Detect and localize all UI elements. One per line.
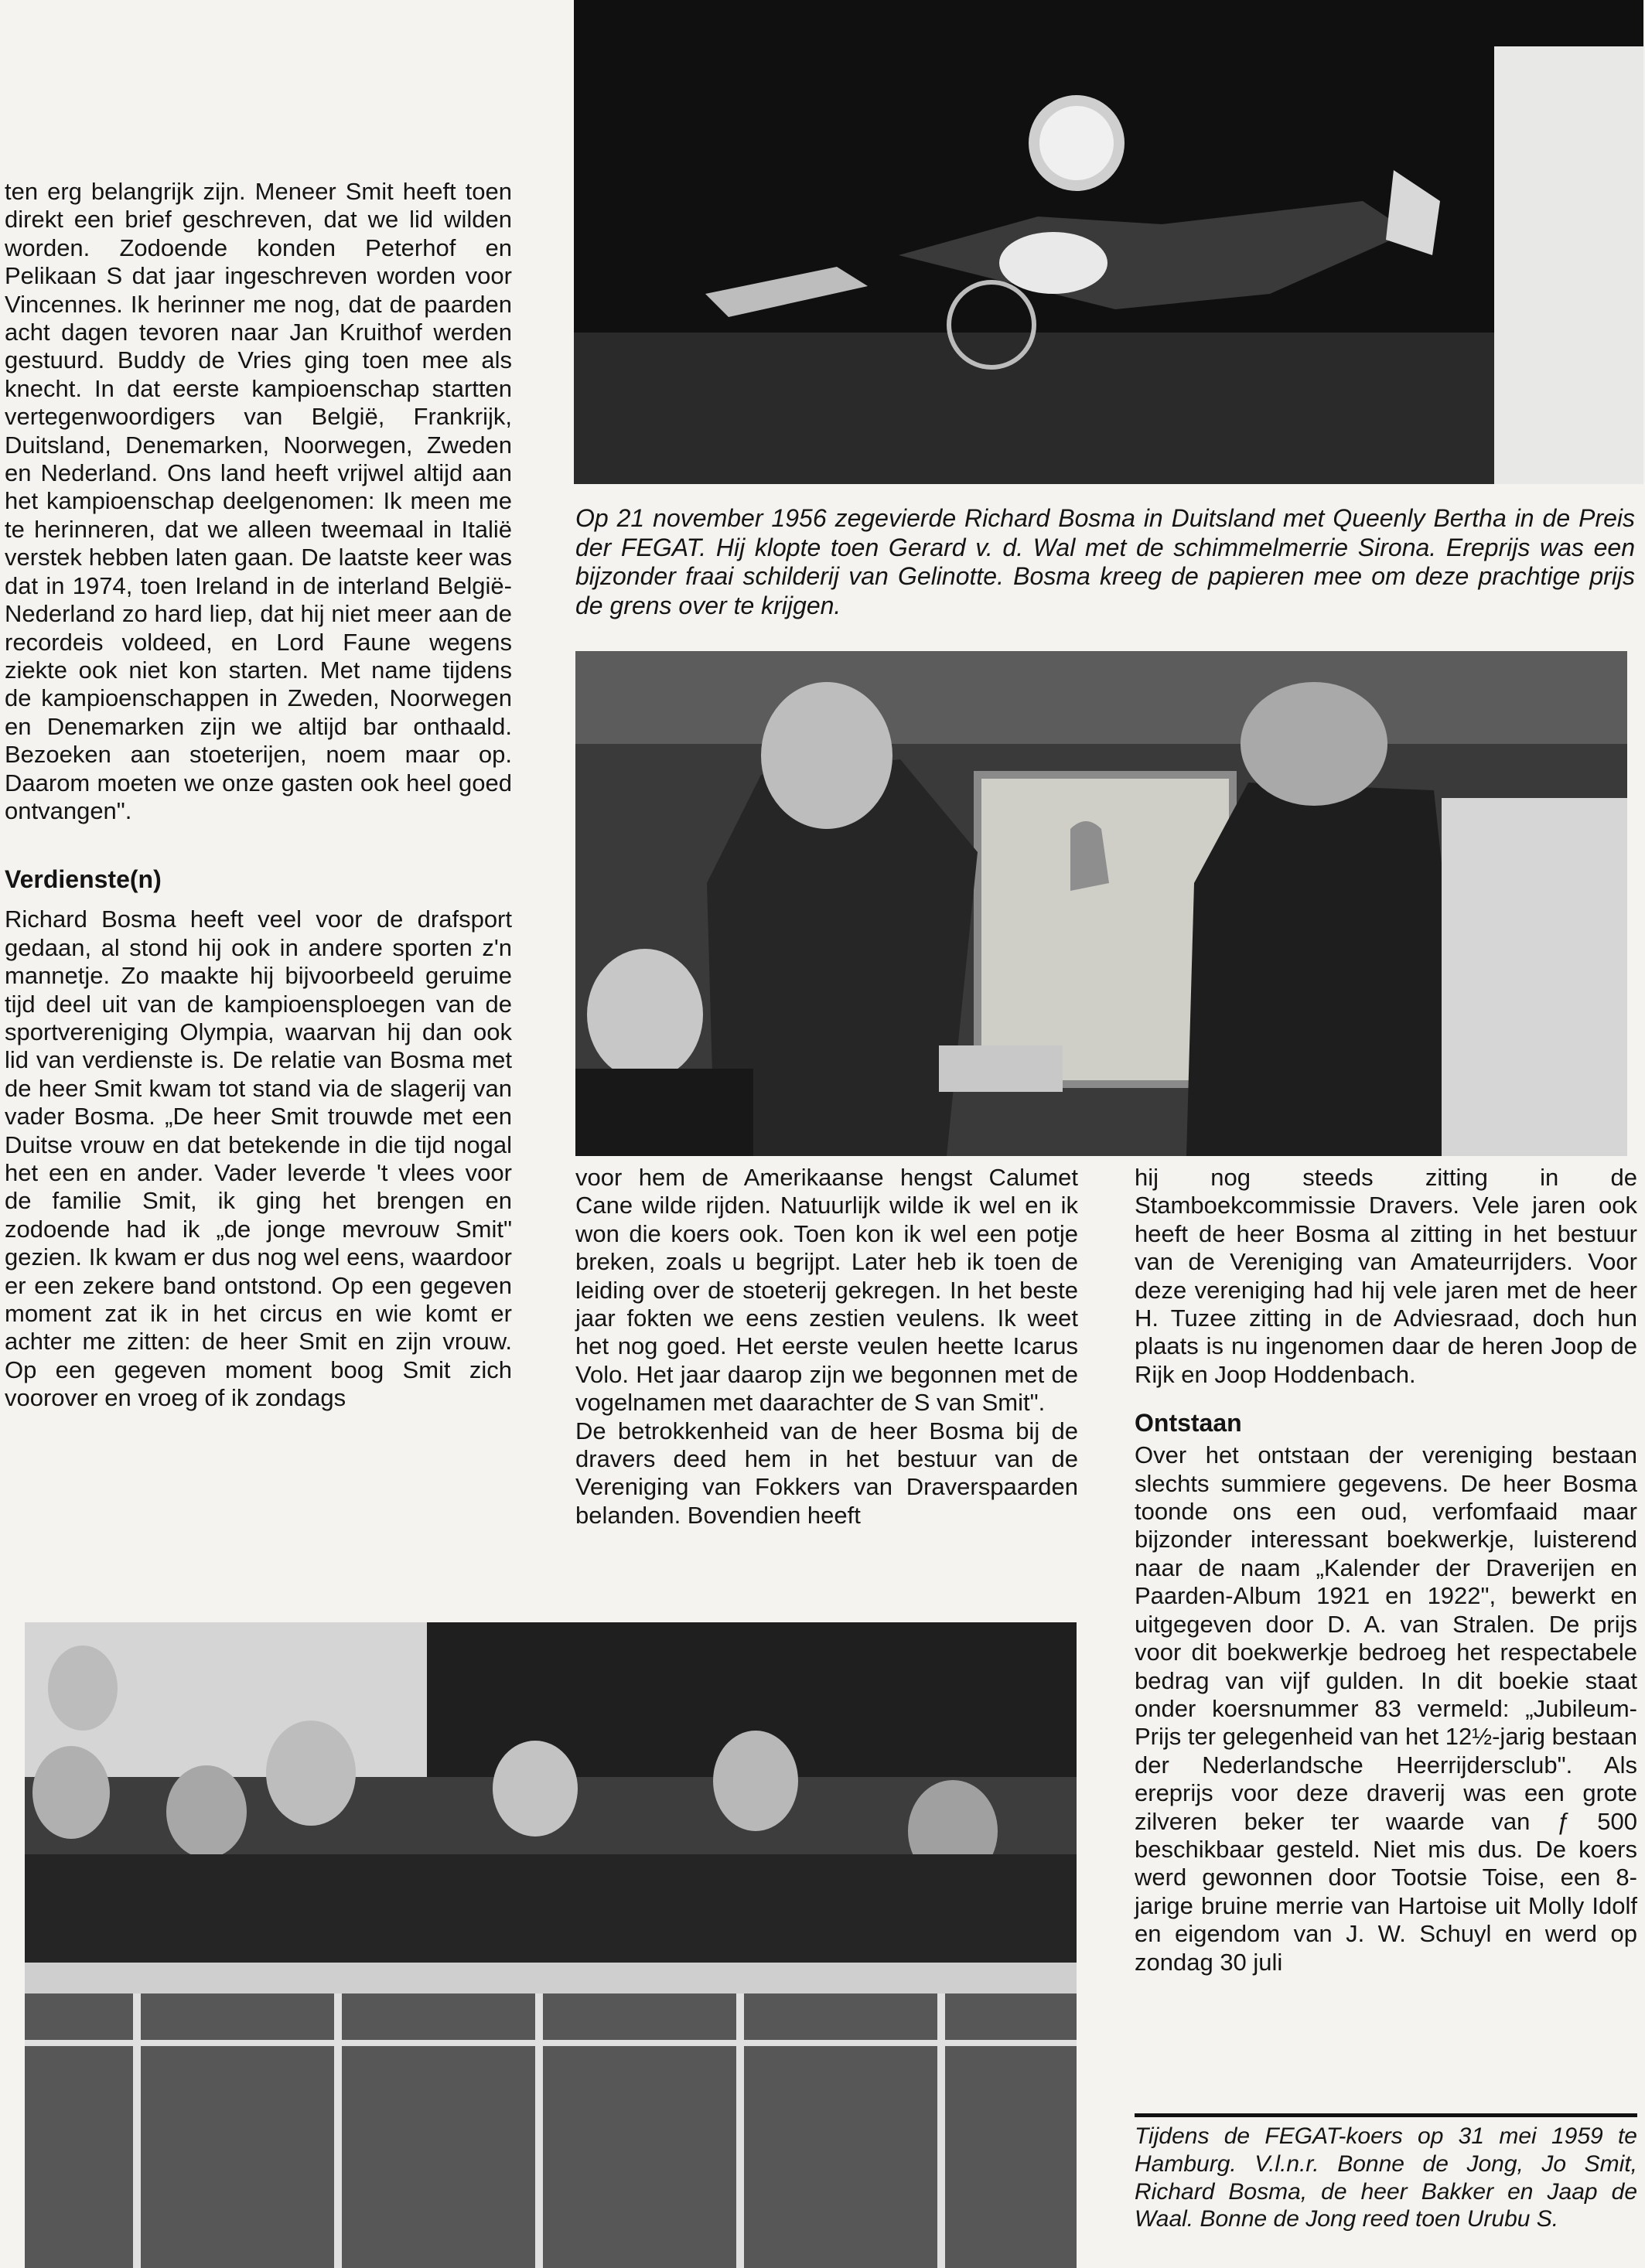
photo-sulky-race-image [574,0,1643,484]
photo-spectators-hamburg-image [25,1622,1077,2268]
verdiensten-paragraph: Richard Bosma heeft veel voor de drafsport gedaan, al stond hij ook in andere sporten z'n mannetje. Zo maakte hij bijvoorbeeld geruime tijd deel uit van de kampioensploegen van de sportvereniging Olympia, waarvan hij dan ook lid van verdienste is. De relatie van Bosma met de heer Smit kwam tot stand via de slagerij van vader Bosma. „De heer Smit trouwde met een Duitse vrouw en dat betekende in die tijd nogal het een en ander. Vader leverde 't vlees voor de familie Smit, ik ging het brengen en zodoende had ik „de jonge mevrouw Smit" gezien. Ik kwam er dus nog wel eens, waardoor er een zekere band ontstond. Op een gegeven moment zat ik in het circus en wie komt er achter me zitten: de heer Smit en zijn vrouw. Op een gegeven moment boog Smit zich voorover en vroeg of ik zondags [5,905,512,1412]
right-column [1135,1164,1637,1976]
photo-prize-handshake-image [575,651,1627,1156]
middle-paragraph-2: De betrokkenheid van de heer Bosma bij de dravers deed hem in het bestuur van de Vereniging van Fokkers van Draverspaarden belanden. Bovendien heeft [575,1417,1078,1529]
photo-prize-handshake [575,651,1627,1156]
section-heading-ontstaan: Ontstaan [1135,1409,1242,1438]
caption-divider [1135,2113,1637,2117]
photo-spectators-hamburg [25,1622,1077,2268]
article-intro-paragraph: ten erg belangrijk zijn. Meneer Smit heeft toen direkt een brief geschreven, dat we lid wilden worden. Zodoende konden Peterhof en Pelikaan S dat jaar ingeschreven worden voor Vincennes. Ik herinner me nog, dat de paarden acht dagen tevoren naar Jan Kruithof werden gestuurd. Buddy de Vries ging toen mee als knecht. In dat eerste kampioenschap startten vertegenwoordigers van België, Frankrijk, Duitsland, Denemarken, Noorwegen, Zweden en Nederland. Ons land heeft vrijwel altijd aan het kampioenschap deelgenomen: Ik meen me te herinneren, dat we alleen tweemaal in Italië verstek hebben laten gaan. De laatste keer was dat in 1974, toen Ireland in de interland België-Nederland zo hard liep, dat hij niet meer aan de recordeis voldeed, en Lord Faune wegens ziekte ook niet kon starten. Met name tijdens de kampioenschappen in Zweden, Noorwegen en Denemarken zijn we altijd bar onthaald. Bezoeken aan stoeterijen, noem maar op. Daarom moeten we onze gasten ook heel goed ontvangen". [5,178,512,824]
caption-bottom-photo: Tijdens de FEGAT-koers op 31 mei 1959 te Hamburg. V.l.n.r. Bonne de Jong, Jo Smit, Richard Bosma, de heer Bakker en Jaap de Waal. Bonne de Jong reed toen Urubu S. [1135,2123,1637,2232]
right-paragraph-1: hij nog steeds zitting in de Stamboekcommissie Dravers. Vele jaren ook heeft de heer Bosma al zitting in het bestuur van de Vereniging van Amateurrijders. Voor deze vereniging had hij vele jaren met de heer H. Tuzee zitting in de Adviesraad, doch hun plaats is nu ingenomen daar de heren Joop de Rijk en Joop Hoddenbach. [1135,1164,1637,1388]
left-column [5,178,512,1413]
photo-sulky-race [574,0,1643,484]
section-heading-verdiensten: Verdienste(n) [5,865,162,894]
caption-top-photo: Op 21 november 1956 zegevierde Richard Bosma in Duitsland met Queenly Bertha in de Preis der FEGAT. Hij klopte toen Gerard v. d. Wal met de schimmelmerrie Sirona. Ereprijs was een bijzonder fraai schilderij van Gelinotte. Bosma kreeg de papieren mee om deze prachtige prijs de grens over te krijgen. [575,504,1635,619]
ontstaan-paragraph: Over het ontstaan der vereniging bestaan slechts summiere gegevens. De heer Bosma toonde ons een oud, verfomfaaid maar bijzonder interessant boekwerkje, luisterend naar de naam „Kalender der Draverijen en Paarden-Album 1921 en 1922", bewerkt en uitgegeven door D. A. van Stralen. De prijs voor dit boekwerkje bedroeg het respectabele bedrag van vijf gulden. In dit boekie staat onder koersnummer 83 vermeld: „Jubileum-Prijs ter gelegenheid van het 12½-jarig bestaan der Nederlandsche Heerrijdersclub". Als ereprijs voor deze draverij was een grote zilveren beker ter waarde van ƒ 500 beschikbaar gesteld. Niet mis dus. De koers werd gewonnen door Tootsie Toise, een 8-jarige bruine merrie van Hartoise uit Molly Idolf en eigendom van J. W. Schuyl en werd op zondag 30 juli [1135,1441,1637,1976]
middle-column [575,1164,1078,1530]
middle-paragraph-1: voor hem de Amerikaanse hengst Calumet Cane wilde rijden. Natuurlijk wilde ik wel en ik won die koers ook. Toen kon ik wel een potje breken, zoals u begrijpt. Later heb ik toen de leiding over de stoeterij gekregen. In het beste jaar fokten we eens zestien veulens. Ik weet het nog goed. Het eerste veulen heette Icarus Volo. Het jaar daarop zijn we begonnen met de vogelnamen met daarachter de S van Smit". [575,1164,1078,1417]
